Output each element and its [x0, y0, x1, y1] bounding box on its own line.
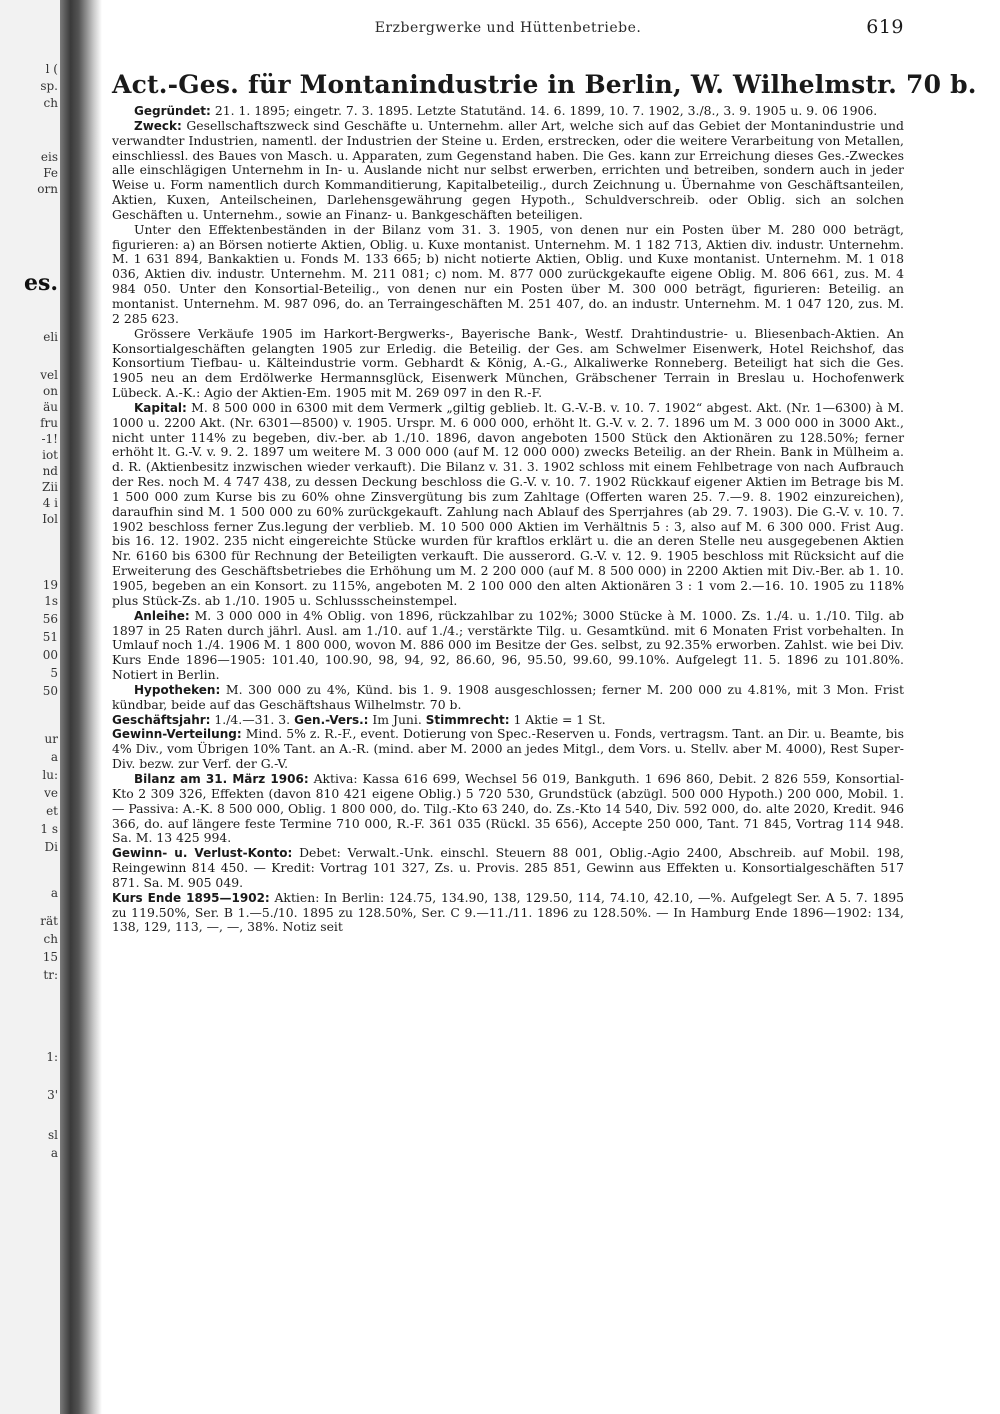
section-text: Aktiva: Kassa 616 699, Wechsel 56 019, Bankguth. 1 696 860, Debit. 2 826 559, Konsortial-Kto 2 309 326, Effekten (davon 810 421 eigene Oblig.) 5 720 530, Grundstück (abzügl. 500 000 Hypoth.) 200 000, Mobil. 1. — Passiva: A.-K. 8 500 000, Oblig. 1 800 000, do. Tilg.-Kto 63 240, do. Zs.-Kto 14 540, Div. 592 000, do. alte 2020, Kredit. 946 366, do. auf längere feste Termine 710 000, R.-F. 361 035 (Rückl. 35 656), Accepte 250 000, Tant. 71 845, Vortrag 114 948. Sa. M. 13 425 994.: [112, 770, 904, 846]
page-number: 619: [866, 16, 904, 38]
section-label: Gegründet:: [134, 104, 211, 118]
book-page: [112, 14, 977, 935]
margin-fragment: a: [50, 750, 58, 764]
section-label: Gewinn-Verteilung:: [112, 727, 242, 742]
section-label: Hypotheken:: [134, 682, 221, 697]
margin-fragment: 56: [42, 612, 58, 626]
margin-fragment: a: [50, 1146, 58, 1160]
section-label: Stimmrecht:: [425, 712, 510, 727]
margin-fragment: ch: [43, 932, 58, 946]
section-text: Mind. 5% z. R.-F., event. Dotierung von Spec.-Reserven u. Fonds, vertragsm. Tant. an Dir. u. Beamte, bis 4% Div., vom Übrigen 10% Tant. an A.-R. (mind. aber M. 2000 an jedes Mitgl., dem Vors. u. Stellv. aber M. 4000), Rest Super-Div. bezw. zur Verf. der G.-V.: [112, 726, 904, 772]
margin-fragment: nd: [42, 464, 58, 478]
section-profit-distribution: [112, 727, 904, 772]
margin-fragment: 5: [50, 666, 58, 680]
section-label: Anleihe:: [134, 608, 190, 623]
section-label: Gewinn- u. Verlust-Konto:: [112, 846, 293, 861]
section-purpose: [112, 119, 904, 223]
section-sales: [112, 327, 904, 401]
section-text: Grössere Verkäufe 1905 im Harkort-Bergwerks-, Bayerische Bank-, Westf. Drahtindustrie- u. Bliesenbach-Aktien. An Konsortialgeschäften gelangten 1905 zur Erledig. die Beteilig. der Ges. am Schwelmer Eisenwerk, Hotel Reichshof, das Konsortium Tiefbau- u. Kälteindustrie vorm. Gebhardt & König, A.-G., Alkaliwerke Ronneberg. Beteiligt hat sich die Ges. 1905 neu an dem Erdölwerke Hermannsglück, Eisenwerk München, Gräbschener Terrain in Breslau u. Hochofenwerk Lübeck. A.-K.: Agio der Aktien-Em. 1905 mit M. 269 097 in den R.-F.: [112, 325, 904, 401]
margin-fragment: äu: [43, 400, 58, 414]
section-text: M. 3 000 000 in 4% Oblig. von 1896, rückzahlbar zu 102%; 3000 Stücke à M. 1000. Zs. 1./4. u. 1./10. Tilg. ab 1897 in 25 Raten durch jährl. Ausl. am 1./10. auf 1./4.; verstärkte Tilg. u. Gesamtkünd. mit 6 Monaten Frist vorbehalten. In Umlauf noch 1./4. 1906 M. 1 800 000, wovon M. 886 000 im Besitze der Ges. selbst, zu 92.35% erworben. Zahlst. wie bei Div. Kurs Ende 1896—1905: 101.40, 100.90, 98, 94, 92, 86.60, 96, 95.50, 99.60, 99.10%. Aufgelegt 11. 5. 1896 zu 101.80%. Notiert in Berlin.: [112, 607, 904, 683]
section-loan: [112, 609, 904, 683]
margin-fragment: orn: [37, 182, 58, 196]
margin-fragment: on: [43, 384, 58, 398]
section-text: Unter den Effektenbeständen in der Bilanz vom 31. 3. 1905, von denen nur ein Posten über M. 280 000 beträgt, figurieren: a) an Börsen notierte Aktien, Oblig. u. Kuxe montanist. Unternehm. M. 1 182 713, Aktien div. industr. Unternehm. M. 1 631 894, Bankaktien u. Fonds M. 133 665; b) nicht notierte Aktien, Oblig. und Kuxe montanist. Unternehm. M. 1 018 036, Aktien div. industr. Unternehm. M. 211 081; c) nom. M. 877 000 zurückgekaufte eigene Oblig. M. 806 661, zus. M. 4 984 050. Unter den Konsortial-Beteilig., von denen nur ein Posten über M. 300 000 beträgt, figurieren: Beteilig. an montanist. Unternehm. M. 987 096, do. an Terraingeschäften M. 251 407, do. an industr. Unternehm. M. 1 047 120, zus. M. 2 285 623.: [112, 221, 904, 326]
margin-fragment: fru: [40, 416, 58, 430]
section-label: Zweck:: [134, 118, 182, 133]
section-label: Kurs Ende 1895—1902:: [112, 890, 270, 905]
margin-fragment: ch: [43, 96, 58, 110]
margin-fragment: Iol: [42, 512, 58, 526]
margin-fragment: 4 i: [42, 496, 58, 510]
margin-fragment: 1s: [44, 594, 58, 608]
section-label: Geschäftsjahr:: [112, 712, 211, 727]
running-header-title: Erzbergwerke und Hüttenbetriebe.: [374, 20, 642, 36]
section-text: M. 300 000 zu 4%, Künd. bis 1. 9. 1908 ausgeschlossen; ferner M. 200 000 zu 4.81%, mit 3 Mon. Frist kündbar, beide auf das Geschäftshaus Wilhelmstr. 70 b.: [112, 681, 904, 712]
margin-fragment: ve: [44, 786, 58, 800]
section-label: Gen.-Vers.:: [294, 712, 369, 727]
margin-fragment: Fe: [43, 166, 58, 180]
margin-fragment: rät: [40, 914, 58, 928]
margin-fragment: eli: [43, 330, 58, 344]
company-title: Act.-Ges. für Montanindustrie in Berlin, W. Wilhelmstr. 70 b.: [112, 70, 977, 99]
margin-fragment: 51: [42, 630, 58, 644]
section-securities: [112, 223, 904, 327]
margin-fragment: l (: [45, 62, 58, 76]
section-profit-loss: [112, 846, 904, 891]
section-text: 21. 1. 1895; eingetr. 7. 3. 1895. Letzte Statutänd. 14. 6. 1899, 10. 7. 1902, 3./8., 3. 9. 1905 u. 9. 06 1906.: [214, 103, 878, 118]
section-text: Im Juni.: [372, 711, 422, 727]
section-founded: [112, 104, 904, 119]
margin-fragment: 19: [42, 578, 58, 592]
section-text: M. 8 500 000 in 6300 mit dem Vermerk „giltig geblieb. lt. G.-V.-B. v. 10. 7. 1902“ abgest. Akt. (Nr. 1—6300) à M. 1000 u. 2200 Akt. (Nr. 6301—8500) v. 1905. Urspr. M. 6 000 000, erhöht lt. G.-V. v. 2. 7. 1896 um M. 3 000 000 in 3000 Akt., nicht unter 114% zu begeben, div.-ber. ab 1./10. 1896, davon angeboten 1500 Stück den Aktionären zu 128.50%; ferner erhöht lt. G.-V. v. 9. 2. 1897 um weitere M. 3 000 000 (auf M. 12 000 000) zwecks Beteilig. an der Rhein. Bank in Mülheim a. d. R. (Aktienbesitz inzwischen wieder verkauft). Die Bilanz v. 31. 3. 1902 schloss mit einem Fehlbetrage von nach Aufbrauch der Res. noch M. 4 747 438, zu dessen Deckung beschloss die G.-V. v. 10. 7. 1902 Rückkauf eigener Aktien im Betrage bis M. 1 500 000 zum Kurse bis zu 60% ohne Zinsvergütung bis zum Zahltage (Offerten waren 25. 7.—9. 8. 1902 einzureichen), daraufhin sind M. 1 500 000 zu 60% zurückgekauft. Zahlung nach Ablauf des Sperrjahres (ab 29. 7. 1903). Die G.-V. v. 10. 7. 1902 beschloss ferner Zus.legung der verblieb. M. 10 500 000 Aktien im Verhältnis 5 : 3, also auf M. 6 300 000. Frist Aug. bis 16. 12. 1902. 235 nicht eingereichte Stücke wurden für kraftlos erklärt u. die an deren Stelle neu ausgegebenen Aktien Nr. 6160 bis 6300 für Rechnung der Beteiligten verkauft. Die ausserord. G.-V. v. 12. 9. 1905 beschloss mit Rücksicht auf die Erweiterung des Geschäftsbetriebes die Erhöhung um M. 2 200 000 (auf M. 8 500 000) in 2200 Aktien mit Div.-Ber. ab 1. 10. 1905, begeben an ein Konsort. zu 115%, angeboten M. 2 100 000 den alten Aktionären 3 : 1 vom 2.—16. 10. 1905 zu 118% plus Stück-Zs. ab 1./10. 1905 u. Schlussscheinstempel.: [112, 399, 904, 608]
margin-fragment: sl: [48, 1128, 58, 1142]
margin-fragment: 1 s: [40, 822, 58, 836]
margin-fragment: -1!: [41, 432, 58, 446]
adjacent-page-strip: [0, 0, 60, 1414]
section-fiscal-year: [112, 713, 904, 728]
section-text: Aktien: In Berlin: 124.75, 134.90, 138, 129.50, 114, 74.10, 42.10, —%. Aufgelegt Ser. A 5. 7. 1895 zu 119.50%, Ser. B 1.—5./10. 1895 zu 128.50%, Ser. C 9.—11./11. 1896 zu 128.50%. — In Hamburg Ende 1896—1902: 134, 138, 129, 113, —, —, 38%. Notiz seit: [112, 889, 904, 935]
section-text: 1 Aktie = 1 St.: [513, 711, 606, 727]
margin-fragment: eis: [40, 150, 58, 164]
margin-fragment: Zii: [41, 480, 58, 494]
margin-fragment: lu:: [42, 768, 58, 782]
margin-fragment: 3': [47, 1088, 58, 1102]
section-text: Debet: Verwalt.-Unk. einschl. Steuern 88 001, Oblig.-Agio 2400, Abschreib. auf Mobil. 198, Reingewinn 814 450. — Kredit: Vortrag 101 327, Zs. u. Provis. 285 851, Gewinn aus Effekten u. Konsortialgeschäften 517 871. Sa. M. 905 049.: [112, 845, 904, 890]
margin-fragment: 1:: [46, 1050, 58, 1064]
margin-fragment: tr:: [43, 968, 58, 982]
section-text: 1./4.—31. 3.: [214, 711, 291, 727]
margin-fragment: 50: [42, 684, 58, 698]
margin-fragment: es.: [23, 270, 58, 296]
margin-fragment: 15: [42, 950, 58, 964]
margin-fragment: iot: [42, 448, 58, 462]
section-mortgages: [112, 683, 904, 713]
margin-fragment: et: [46, 804, 58, 818]
section-label: Bilanz am 31. März 1906:: [134, 771, 309, 786]
section-text: Gesellschaftszweck sind Geschäfte u. Unternehm. aller Art, welche sich auf das Gebiet der Montanindustrie und verwandter Industrien, namentl. der Industrien der Steine u. Erden, erstrecken, oder die weitere Verarbeitung von Metallen, einschliessl. des Baues von Masch. u. Apparaten, zum Gegenstand haben. Die Ges. kann zur Erreichung dieses Ges.-Zweckes alle einschlägigen Unternehm in In- u. Auslande nicht nur selbst erwerben, errichten und betreiben, sondern auch in jeder Weise u. Form namentlich durch Kommanditierung, Kapitalbeteilig., durch Zeichnung u. Übernahme von Geschäftsanteilen, Aktien, Kuxen, Anteilscheinen, Darlehensgewährung gegen Hypoth., Schuldverschreib. oder Oblig. sich an solchen Geschäften u. Unternehm., sowie an Finanz- u. Bankgeschäften beteiligen.: [112, 117, 904, 222]
entry-body: [112, 104, 904, 935]
margin-fragment: sp.: [40, 79, 58, 93]
section-label: Kapital:: [134, 400, 187, 415]
margin-fragment: vel: [40, 368, 58, 382]
section-balance: [112, 772, 904, 846]
margin-fragment: ur: [44, 732, 58, 746]
running-header: [112, 14, 904, 44]
binding-gutter: [60, 0, 102, 1414]
section-share-prices: [112, 891, 904, 936]
margin-fragment: 00: [42, 648, 58, 662]
margin-fragment: Di: [44, 840, 58, 854]
section-capital: [112, 401, 904, 609]
margin-fragment: a: [50, 886, 58, 900]
